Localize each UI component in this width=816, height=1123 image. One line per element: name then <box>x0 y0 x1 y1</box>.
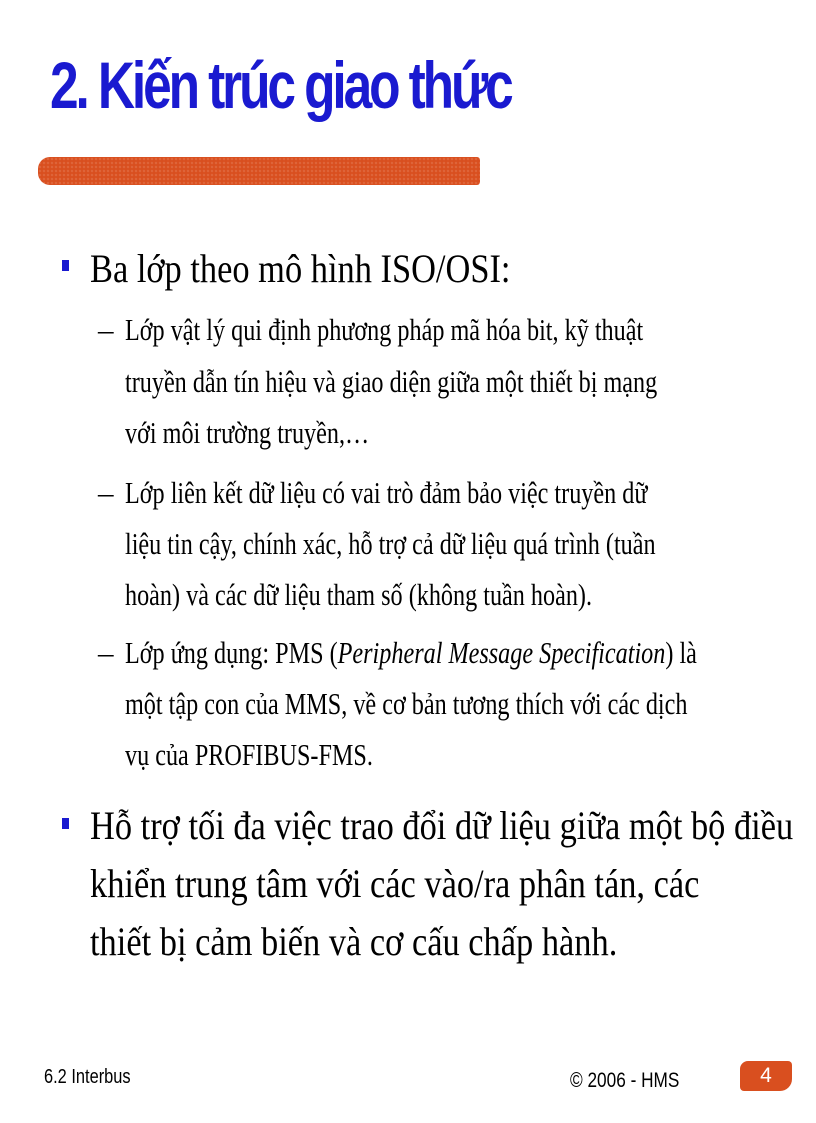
sub-2-line-2: liệu tin cậy, chính xác, hỗ trợ cả dữ liệu quá trình (tuần <box>125 526 656 561</box>
footer-copyright: © 2006 - HMS <box>570 1069 680 1092</box>
sub-2-line-3: hoàn) và các dữ liệu tham số (không tuần hoàn). <box>125 577 593 612</box>
footer-section: 6.2 Interbus <box>44 1066 131 1088</box>
bullet-2-line-2: khiển trung tâm với các vào/ra phân tán, các <box>90 861 700 906</box>
slide-title: 2. Kiến trúc giao thức <box>50 48 511 122</box>
bullet-square-icon <box>62 818 69 829</box>
sub-3-line-1-post: ) là <box>665 635 697 670</box>
bullet-1-text: Ba lớp theo mô hình ISO/OSI: <box>90 246 511 291</box>
sub-3-line-3: vụ của PROFIBUS-FMS. <box>125 737 373 772</box>
bullet-2-line-3: thiết bị cảm biến và cơ cấu chấp hành. <box>90 919 618 964</box>
page-number-badge <box>740 1061 792 1091</box>
sub-3-line-2: một tập con của MMS, về cơ bản tương thích với các dịch <box>125 686 688 721</box>
sub-1-line-2: truyền dẫn tín hiệu và giao diện giữa một thiết bị mạng <box>125 364 658 399</box>
bullet-2-line-1: Hỗ trợ tối đa việc trao đổi dữ liệu giữa một bộ điều <box>90 803 794 848</box>
sub-1-line-1: Lớp vật lý qui định phương pháp mã hóa bit, kỹ thuật <box>125 312 644 347</box>
sub-3-line-1-italic: Peripheral Message Specification <box>337 635 666 670</box>
page-number: 4 <box>760 1064 772 1087</box>
dash-icon: – <box>98 475 114 510</box>
sub-3-line-1 <box>125 632 697 674</box>
dash-icon: – <box>98 312 114 347</box>
sub-3-line-1-pre: Lớp ứng dụng: PMS ( <box>125 635 338 670</box>
sub-1-line-3: với môi trường truyền,… <box>125 415 370 450</box>
dash-icon: – <box>98 635 114 670</box>
sub-2-line-1: Lớp liên kết dữ liệu có vai trò đảm bảo việc truyền dữ <box>125 475 648 510</box>
bullet-square-icon <box>62 260 69 271</box>
title-underline-bar <box>38 157 480 185</box>
